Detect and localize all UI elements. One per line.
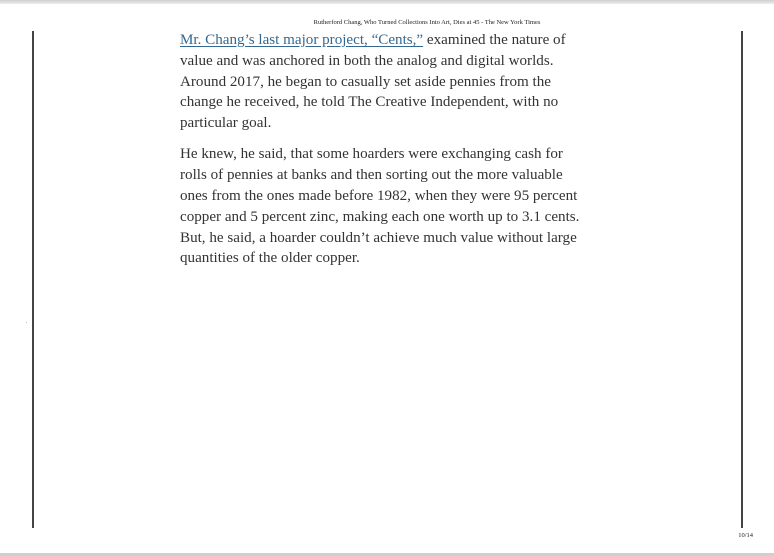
paragraph-1-text: examined the nature of value and was anchored in both the analog and digital worlds. Around 2017, he began to casually set aside pennies from the change he received, he told The Creative Independent, with no particular goal.	[180, 32, 566, 132]
cents-project-link[interactable]: Mr. Chang’s last major project, “Cents,”	[180, 32, 424, 48]
right-margin-rule	[741, 31, 743, 528]
margin-mark	[26, 322, 27, 323]
article-paragraph-1	[180, 30, 590, 134]
article-paragraph-2: He knew, he said, that some hoarders were exchanging cash for rolls of pennies at banks and then sorting out the more valuable ones from the ones made before 1982, when they were 95 percent copper and 5 percent zinc, making each one worth up to 3.1 cents. But, he said, a hoarder couldn’t achieve much value without large quantities of the older copper.	[180, 146, 580, 267]
article-body	[180, 30, 590, 280]
left-margin-rule	[32, 31, 34, 528]
page-header-title: Rutherford Chang, Who Turned Collections Into Art, Dies at 45 - The New York Times	[313, 19, 541, 26]
top-edge-bar	[0, 0, 774, 4]
page-number: 10/14	[738, 532, 753, 539]
